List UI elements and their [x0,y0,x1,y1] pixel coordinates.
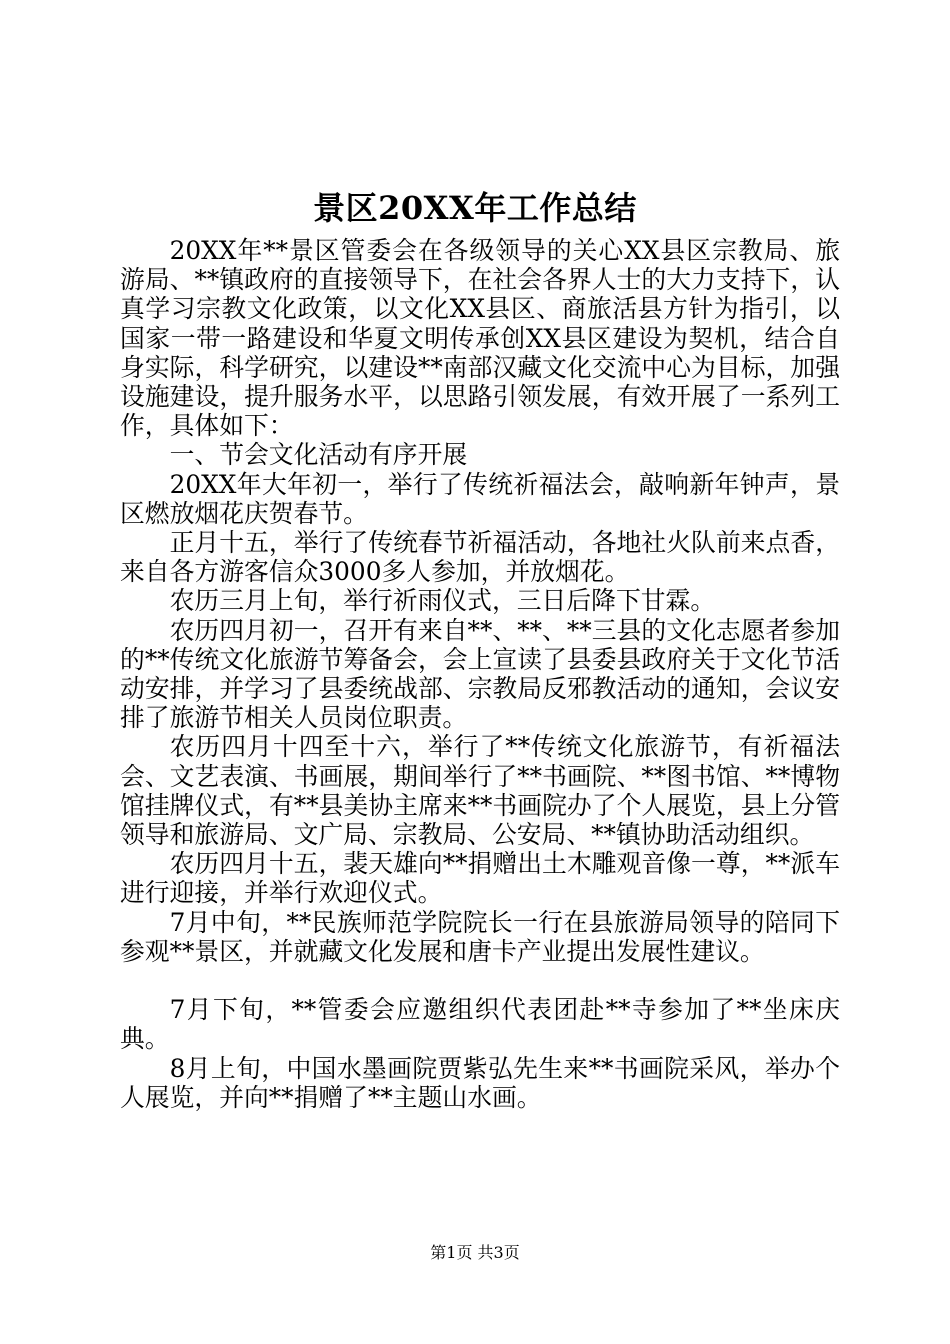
body-paragraph: 农历三月上旬，举行祈雨仪式，三日后降下甘霖。 [169,586,716,616]
section-heading: 一、节会文化活动有序开展 [169,440,468,470]
intro-paragraph: 20XX年**景区管委会在各级领导的关心XX县区宗教局、旅游局、**镇政府的直接领导下，在社会各界人士的大力支持下，认真学习宗教文化政策，以文化XX县区、商旅活县方针为指引，以国家一带一路建设和华夏文明传承创XX县区建设为契机，结合自身实际，科学研究，以建设**南部汉藏文化交流中心为目标，加强设施建设，提升服务水平，以思路引领发展，有效开展了一系列工作，具体如下： [120,236,840,441]
document-title: 景区20XX年工作总结 [313,189,637,227]
body-paragraph: 农历四月初一，召开有来自**、**、**三县的文化志愿者参加的**传统文化旅游节筹备会，会上宣读了县委县政府关于文化节活动安排，并学习了县委统战部、宗教局反邪教活动的通知，会议安排了旅游节相关人员岗位职责。 [120,615,840,733]
body-paragraph: 农历四月十四至十六，举行了**传统文化旅游节，有祈福法会、文艺表演、书画展，期间举行了**书画院、**图书馆、**博物馆挂牌仪式，有**县美协主席来**书画院办了个人展览，县上分管领导和旅游局、文广局、宗教局、公安局、**镇协助活动组织。 [120,732,840,850]
blank-line [120,966,840,995]
body-paragraph: 8月上旬，中国水墨画院贾紫弘先生来**书画院采风，举办个人展览，并向**捐赠了**主题山水画。 [120,1053,840,1112]
body-paragraph: 20XX年大年初一，举行了传统祈福法会，敲响新年钟声，景区燃放烟花庆贺春节。 [120,469,840,528]
body-paragraph: 农历四月十五，裴天雄向**捐赠出土木雕观音像一尊，**派车进行迎接，并举行欢迎仪式。 [120,849,840,908]
body-paragraph: 7月中旬，**民族师范学院院长一行在县旅游局领导的陪同下参观**景区，并就藏文化发展和唐卡产业提出发展性建议。 [120,907,840,966]
page-footer: 第1页 共3页 [430,1243,520,1262]
document-body [120,236,840,1112]
body-paragraph: 7月下旬，**管委会应邀组织代表团赴**寺参加了**坐床庆典。 [120,995,840,1054]
body-paragraph: 正月十五，举行了传统春节祈福活动，各地社火队前来点香，来自各方游客信众3000多人参加，并放烟花。 [120,528,840,587]
